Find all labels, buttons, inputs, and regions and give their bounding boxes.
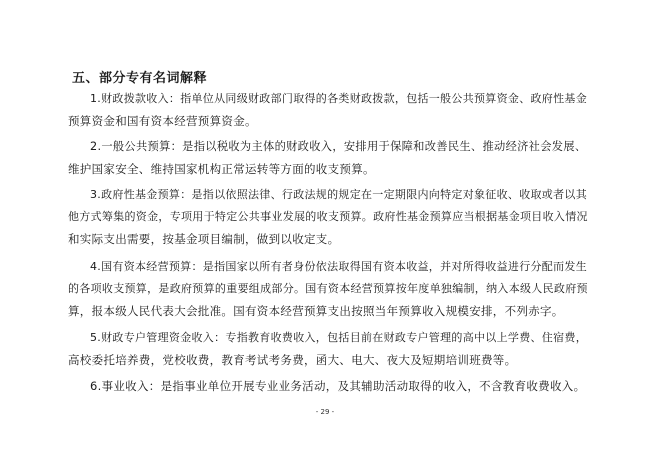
paragraph-3-line-3: 和实际支出需要，按基金项目编制，做到以收定支。 bbox=[68, 232, 340, 246]
paragraph-3-line-1: 3.政府性基金预算：是指以依照法律、行政法规的规定在一定期限内向特定对象征收、收取或者以其 bbox=[90, 188, 587, 201]
paragraph-5-line-1: 5.财政专户管理资金收入：专指教育收费收入，包括目前在财政专户管理的高中以上学费、住宿费， bbox=[90, 331, 587, 344]
paragraph-4-line-1: 4.国有资本经营预算：是指国家以所有者身份依法取得国有资本收益，并对所得收益进行分配而发生 bbox=[90, 260, 587, 273]
page-number: - 29 - bbox=[315, 408, 335, 416]
paragraph-2-line-1: 2.一般公共预算：是指以税收为主体的财政收入，安排用于保障和改善民生、推动经济社会发展、 bbox=[90, 140, 587, 153]
paragraph-5-line-2: 高校委托培养费，党校收费，教育考试考务费，函大、电大、夜大及短期培训班费等。 bbox=[68, 353, 517, 367]
paragraph-1-line-2: 预算资金和国有资本经营预算资金。 bbox=[68, 114, 257, 128]
section-heading: 五、部分专有名词解释 bbox=[72, 71, 208, 86]
paragraph-4-line-3: 算，报本级人民代表大会批准。国有资本经营预算支出按照当年预算收入规模安排，不列赤字。 bbox=[68, 304, 564, 318]
paragraph-3-line-2: 他方式筹集的资金，专项用于特定公共事业发展的收支预算。政府性基金预算应当根据基金项目收入情况 bbox=[68, 210, 588, 223]
paragraph-6-line-1: 6.事业收入：是指事业单位开展专业业务活动，及其辅助活动取得的收入，不含教育收费收入。 bbox=[90, 379, 586, 393]
paragraph-2-line-2: 维护国家安全、维持国家机构正常运转等方面的收支预算。 bbox=[68, 162, 375, 176]
paragraph-4-line-2: 的各项收支预算，是政府预算的重要组成部分。国有资本经营预算按年度单独编制，纳入本级人民政府预 bbox=[68, 282, 588, 295]
paragraph-1-line-1: 1.财政拨款收入：指单位从同级财政部门取得的各类财政拨款，包括一般公共预算资金、政府性基金 bbox=[90, 92, 587, 105]
